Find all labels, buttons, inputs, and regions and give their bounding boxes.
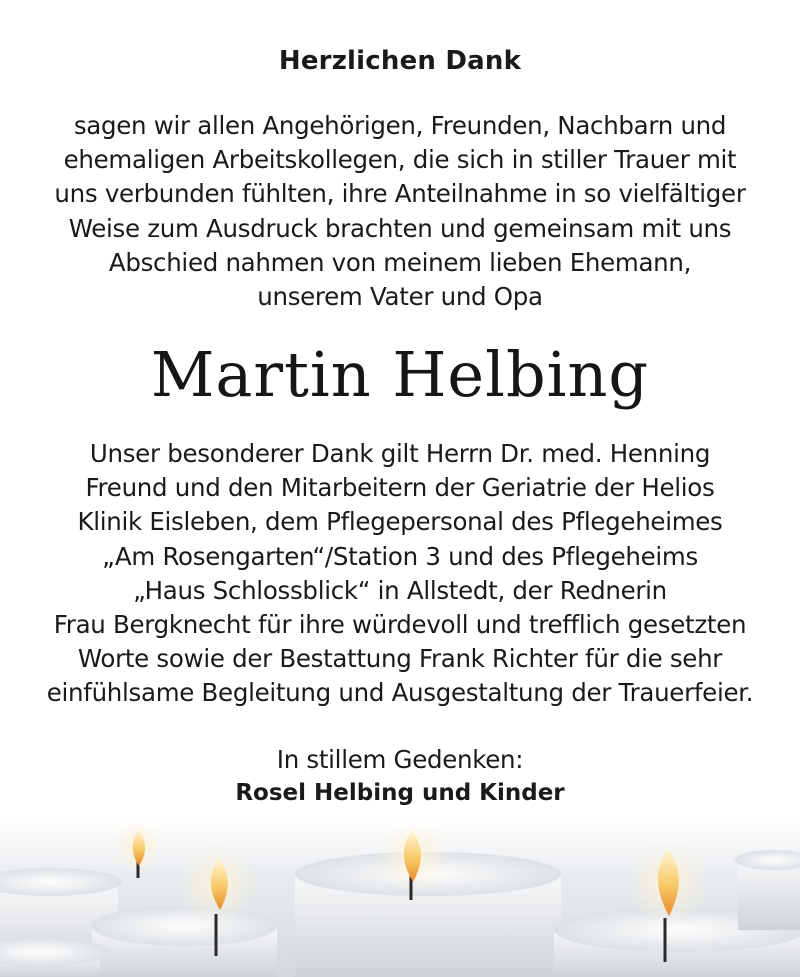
candles-image <box>0 820 800 977</box>
candle <box>735 850 800 930</box>
closing-phrase: In stillem Gedenken: <box>276 745 524 774</box>
intro-line: unserem Vater und Opa <box>257 282 543 312</box>
thanks-line: „Am Rosengarten“/Station 3 und des Pflegeheims <box>102 541 698 571</box>
thanks-line: Frau Bergknecht für ihre würdevoll und trefflich gesetzten <box>53 610 747 640</box>
intro-line: uns verbunden fühlten, ihre Anteilnahme in so vielfältiger <box>54 179 746 209</box>
intro-paragraph <box>0 109 800 314</box>
signature: Rosel Helbing und Kinder <box>235 780 565 806</box>
thanks-line: Worte sowie der Bestattung Frank Richter für die sehr <box>77 644 723 674</box>
candle <box>0 938 110 977</box>
intro-line: ehemaligen Arbeitskollegen, die sich in stiller Trauer mit <box>63 145 737 175</box>
thanks-paragraph <box>0 437 800 711</box>
thanks-line: einfühlsame Begleitung und Ausgestaltung der Trauerfeier. <box>46 678 754 708</box>
intro-line: Abschied nahmen von meinem lieben Ehemann, <box>108 247 692 277</box>
intro-line: sagen wir allen Angehörigen, Freunden, Nachbarn und <box>73 111 727 140</box>
notice-heading: Herzlichen Dank <box>278 46 522 76</box>
thanks-line: „Haus Schlossblick“ in Allstedt, der Rednerin <box>133 575 667 605</box>
deceased-name: Martin Helbing <box>150 338 650 411</box>
intro-line: Weise zum Ausdruck brachten und gemeinsam mit uns <box>68 213 732 243</box>
thanks-line: Klinik Eisleben, dem Pflegepersonal des Pflegeheimes <box>77 507 723 537</box>
thanks-line: Freund und den Mitarbeitern der Geriatrie der Helios <box>85 473 715 503</box>
thanks-line: Unser besonderer Dank gilt Herrn Dr. med. Henning <box>89 439 711 468</box>
